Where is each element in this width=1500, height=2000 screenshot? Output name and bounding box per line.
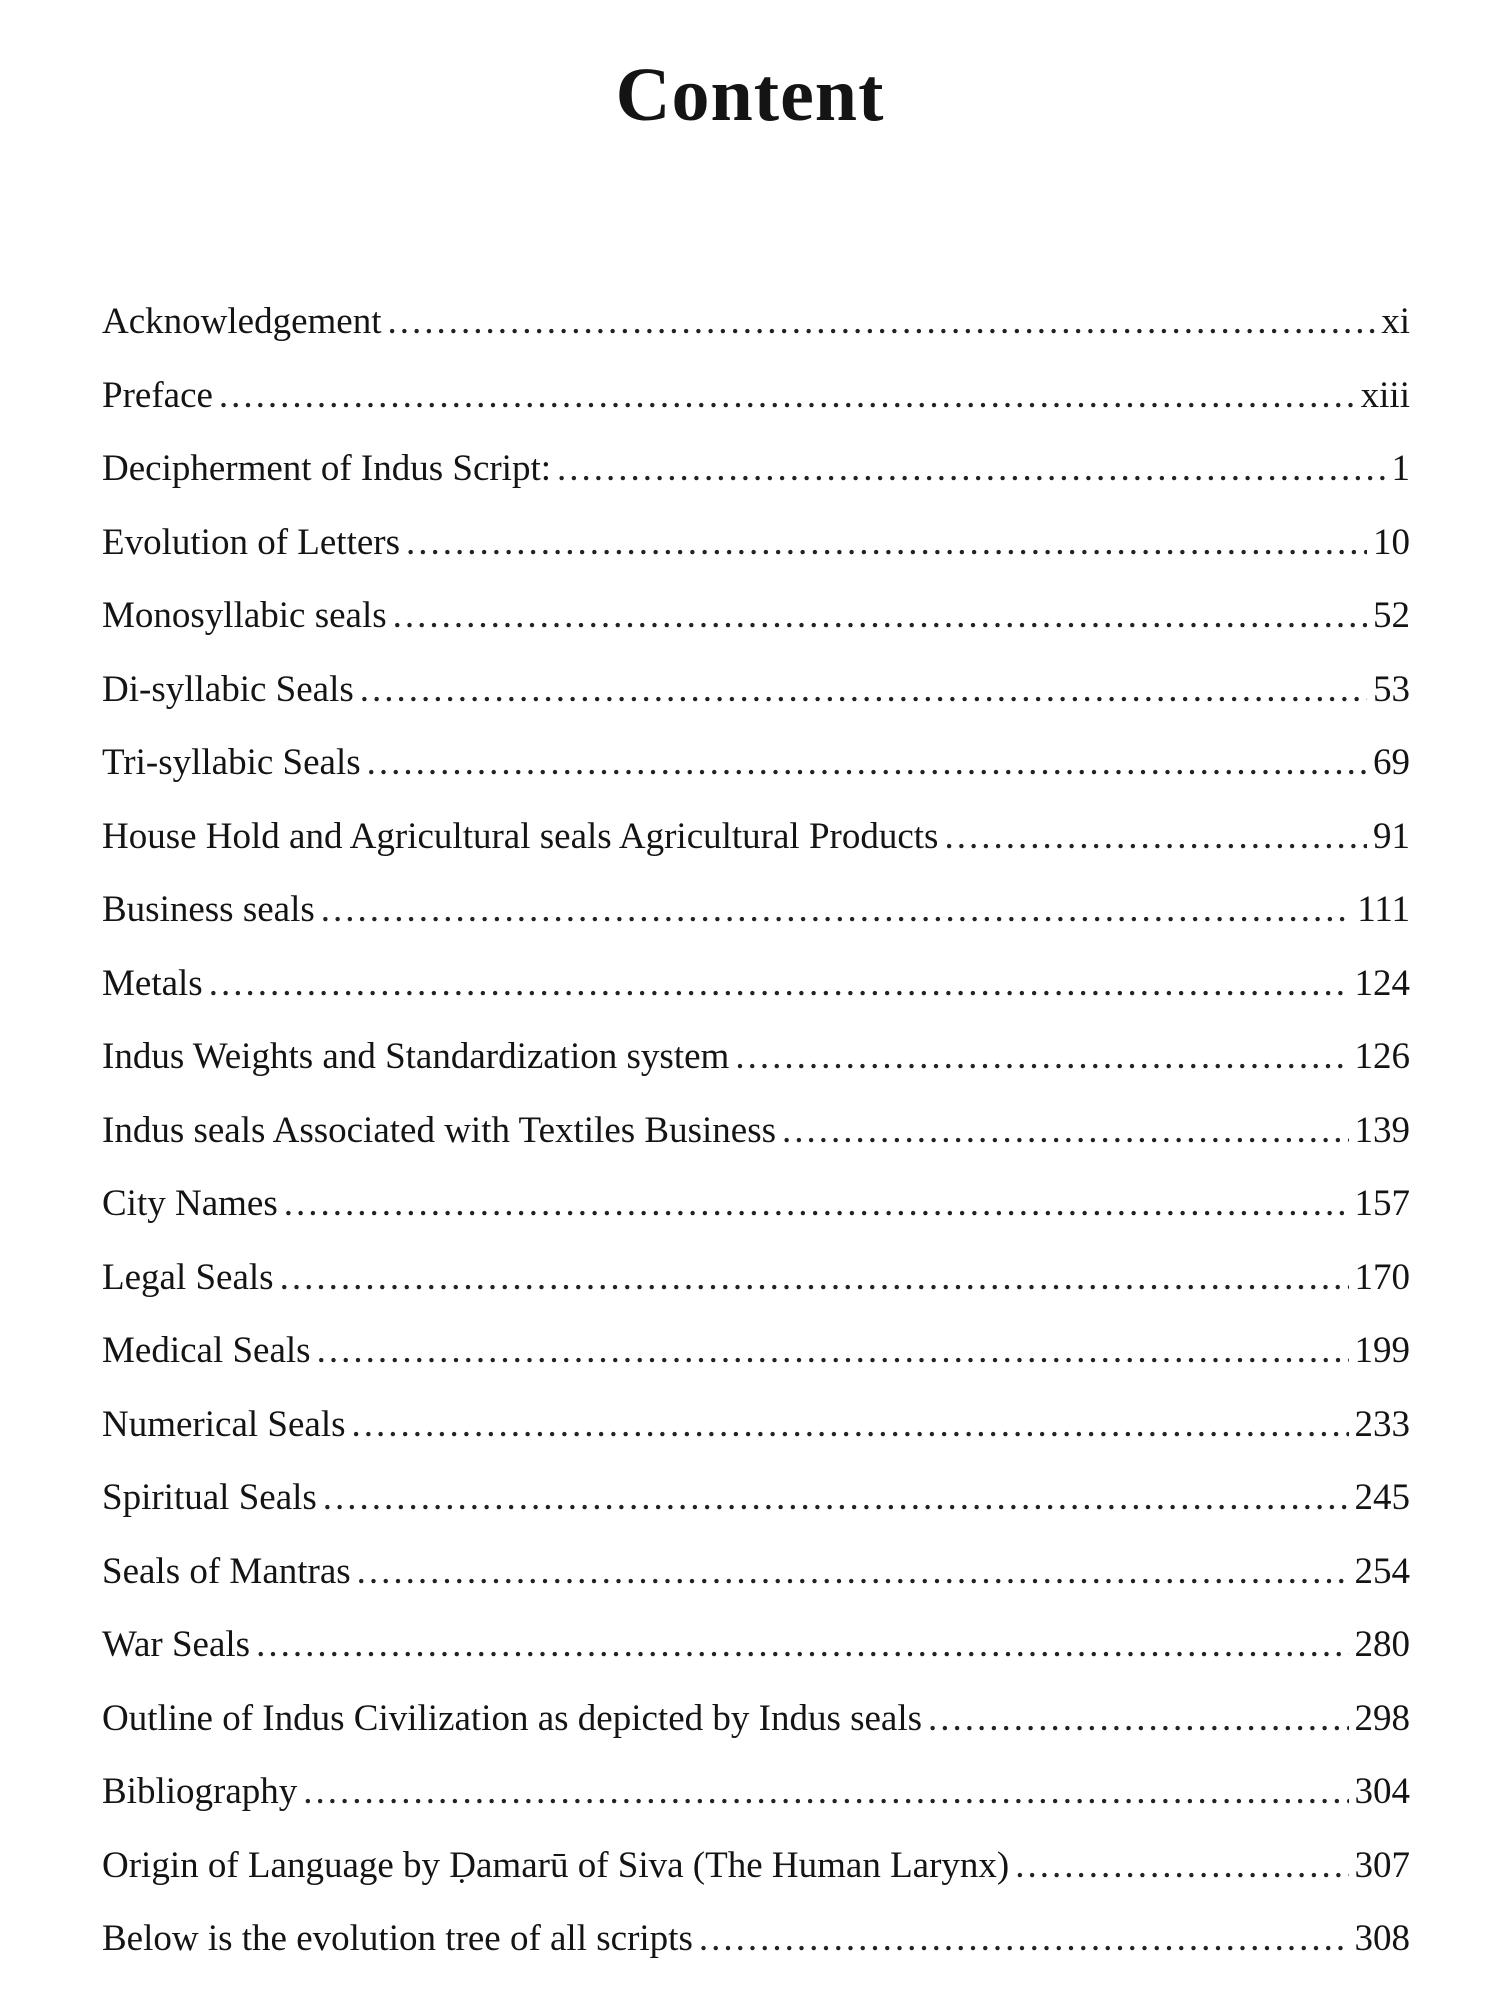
toc-entry-page-number: 254 (1354, 1550, 1410, 1592)
dot-leader (209, 962, 1349, 1005)
toc-entry-page-number: 307 (1354, 1844, 1410, 1886)
toc-entry (102, 1182, 1410, 1256)
toc-entry-page-number: 111 (1357, 889, 1410, 930)
dot-leader (284, 1182, 1349, 1225)
toc-entry (102, 815, 1410, 889)
toc-entry-label: Legal Seals (102, 1256, 274, 1298)
toc-entry-label: Medical Seals (102, 1330, 311, 1371)
toc-entry-label: Business seals (102, 889, 315, 930)
toc-entry-page-number: 245 (1354, 1477, 1410, 1518)
toc-entry-page-number: 280 (1354, 1624, 1410, 1665)
toc-entry-label: War Seals (102, 1624, 251, 1665)
toc-entry-page-number: 53 (1373, 668, 1410, 710)
toc-entry (102, 962, 1410, 1036)
dot-leader (321, 888, 1351, 931)
toc-entry (102, 1623, 1410, 1697)
toc-entry-label: Preface (102, 374, 213, 416)
toc-entry-label: Monosyllabic seals (102, 595, 387, 636)
toc-entry-label: Below is the evolution tree of all scripts (102, 1918, 693, 1959)
toc-entry (102, 447, 1410, 521)
toc-entry-page-number: 199 (1354, 1330, 1410, 1371)
toc-entry-page-number: 308 (1354, 1918, 1410, 1959)
dot-leader (782, 1109, 1349, 1152)
dot-leader (557, 447, 1385, 490)
dot-leader (360, 668, 1367, 711)
toc-entry-label: Indus seals Associated with Textiles Business (102, 1109, 776, 1151)
toc-entry (102, 1035, 1410, 1109)
dot-leader (317, 1329, 1349, 1372)
toc-entry-page-number: 233 (1354, 1403, 1410, 1445)
toc-entry (102, 594, 1410, 668)
toc-entry-page-number: 170 (1354, 1256, 1410, 1298)
table-of-contents (102, 300, 1410, 1991)
toc-entry (102, 1329, 1410, 1403)
toc-entry (102, 300, 1410, 374)
toc-entry-label: Metals (102, 962, 203, 1004)
toc-entry (102, 1256, 1410, 1330)
toc-entry-label: Outline of Indus Civilization as depicted by Indus seals (102, 1697, 923, 1739)
toc-entry (102, 1109, 1410, 1183)
dot-leader (367, 741, 1367, 784)
toc-entry-label: Di-syllabic Seals (102, 668, 354, 710)
toc-entry-label: City Names (102, 1183, 278, 1224)
toc-entry-label: Decipherment of Indus Script: (102, 448, 552, 489)
dot-leader (219, 374, 1355, 417)
toc-entry-label: Evolution of Letters (102, 521, 400, 563)
toc-entry-page-number: 124 (1354, 962, 1410, 1004)
toc-entry (102, 668, 1410, 742)
toc-entry-page-number: 157 (1354, 1183, 1410, 1224)
toc-entry (102, 1476, 1410, 1550)
page-title: Content (615, 53, 885, 137)
toc-entry-label: Bibliography (102, 1771, 298, 1812)
toc-entry (102, 1697, 1410, 1771)
toc-entry-label: Tri-syllabic Seals (102, 742, 361, 783)
toc-entry-page-number: 52 (1373, 595, 1410, 636)
toc-entry-page-number: 126 (1354, 1036, 1410, 1077)
toc-entry (102, 888, 1410, 962)
toc-entry-page-number: xi (1381, 301, 1410, 342)
toc-entry-label: Numerical Seals (102, 1403, 346, 1445)
toc-entry (102, 374, 1410, 448)
dot-leader (928, 1697, 1348, 1740)
toc-entry (102, 521, 1410, 595)
dot-leader (280, 1256, 1349, 1299)
toc-entry (102, 1550, 1410, 1624)
toc-entry-page-number: 1 (1391, 448, 1410, 489)
toc-entry-page-number: 139 (1354, 1109, 1410, 1151)
dot-leader (323, 1476, 1349, 1519)
toc-entry-page-number: xiii (1360, 374, 1410, 416)
dot-leader (387, 300, 1375, 343)
toc-entry-page-number: 69 (1373, 742, 1410, 783)
dot-leader (256, 1623, 1348, 1666)
toc-entry (102, 1917, 1410, 1991)
dot-leader (944, 815, 1367, 858)
toc-entry-page-number: 298 (1354, 1697, 1410, 1739)
toc-entry-page-number: 304 (1354, 1771, 1410, 1812)
toc-entry (102, 1770, 1410, 1844)
toc-entry-page-number: 91 (1373, 815, 1410, 857)
dot-leader (699, 1917, 1349, 1960)
dot-leader (303, 1770, 1348, 1813)
toc-entry (102, 741, 1410, 815)
dot-leader (406, 521, 1367, 564)
toc-entry-label: Indus Weights and Standardization system (102, 1036, 730, 1077)
dot-leader (357, 1550, 1349, 1593)
toc-entry-label: Acknowledgement (102, 301, 382, 342)
toc-entry-page-number: 10 (1373, 521, 1410, 563)
toc-entry (102, 1844, 1410, 1918)
dot-leader (352, 1403, 1349, 1446)
toc-entry-label: House Hold and Agricultural seals Agricultural Products (102, 815, 939, 857)
toc-entry (102, 1403, 1410, 1477)
dot-leader (735, 1035, 1348, 1078)
dot-leader (393, 594, 1367, 637)
toc-entry-label: Seals of Mantras (102, 1550, 351, 1592)
toc-entry-label: Origin of Language by Ḍamarū of Siva (The Human Larynx) (102, 1844, 1010, 1886)
toc-entry-label: Spiritual Seals (102, 1477, 317, 1518)
dot-leader (1015, 1844, 1348, 1887)
